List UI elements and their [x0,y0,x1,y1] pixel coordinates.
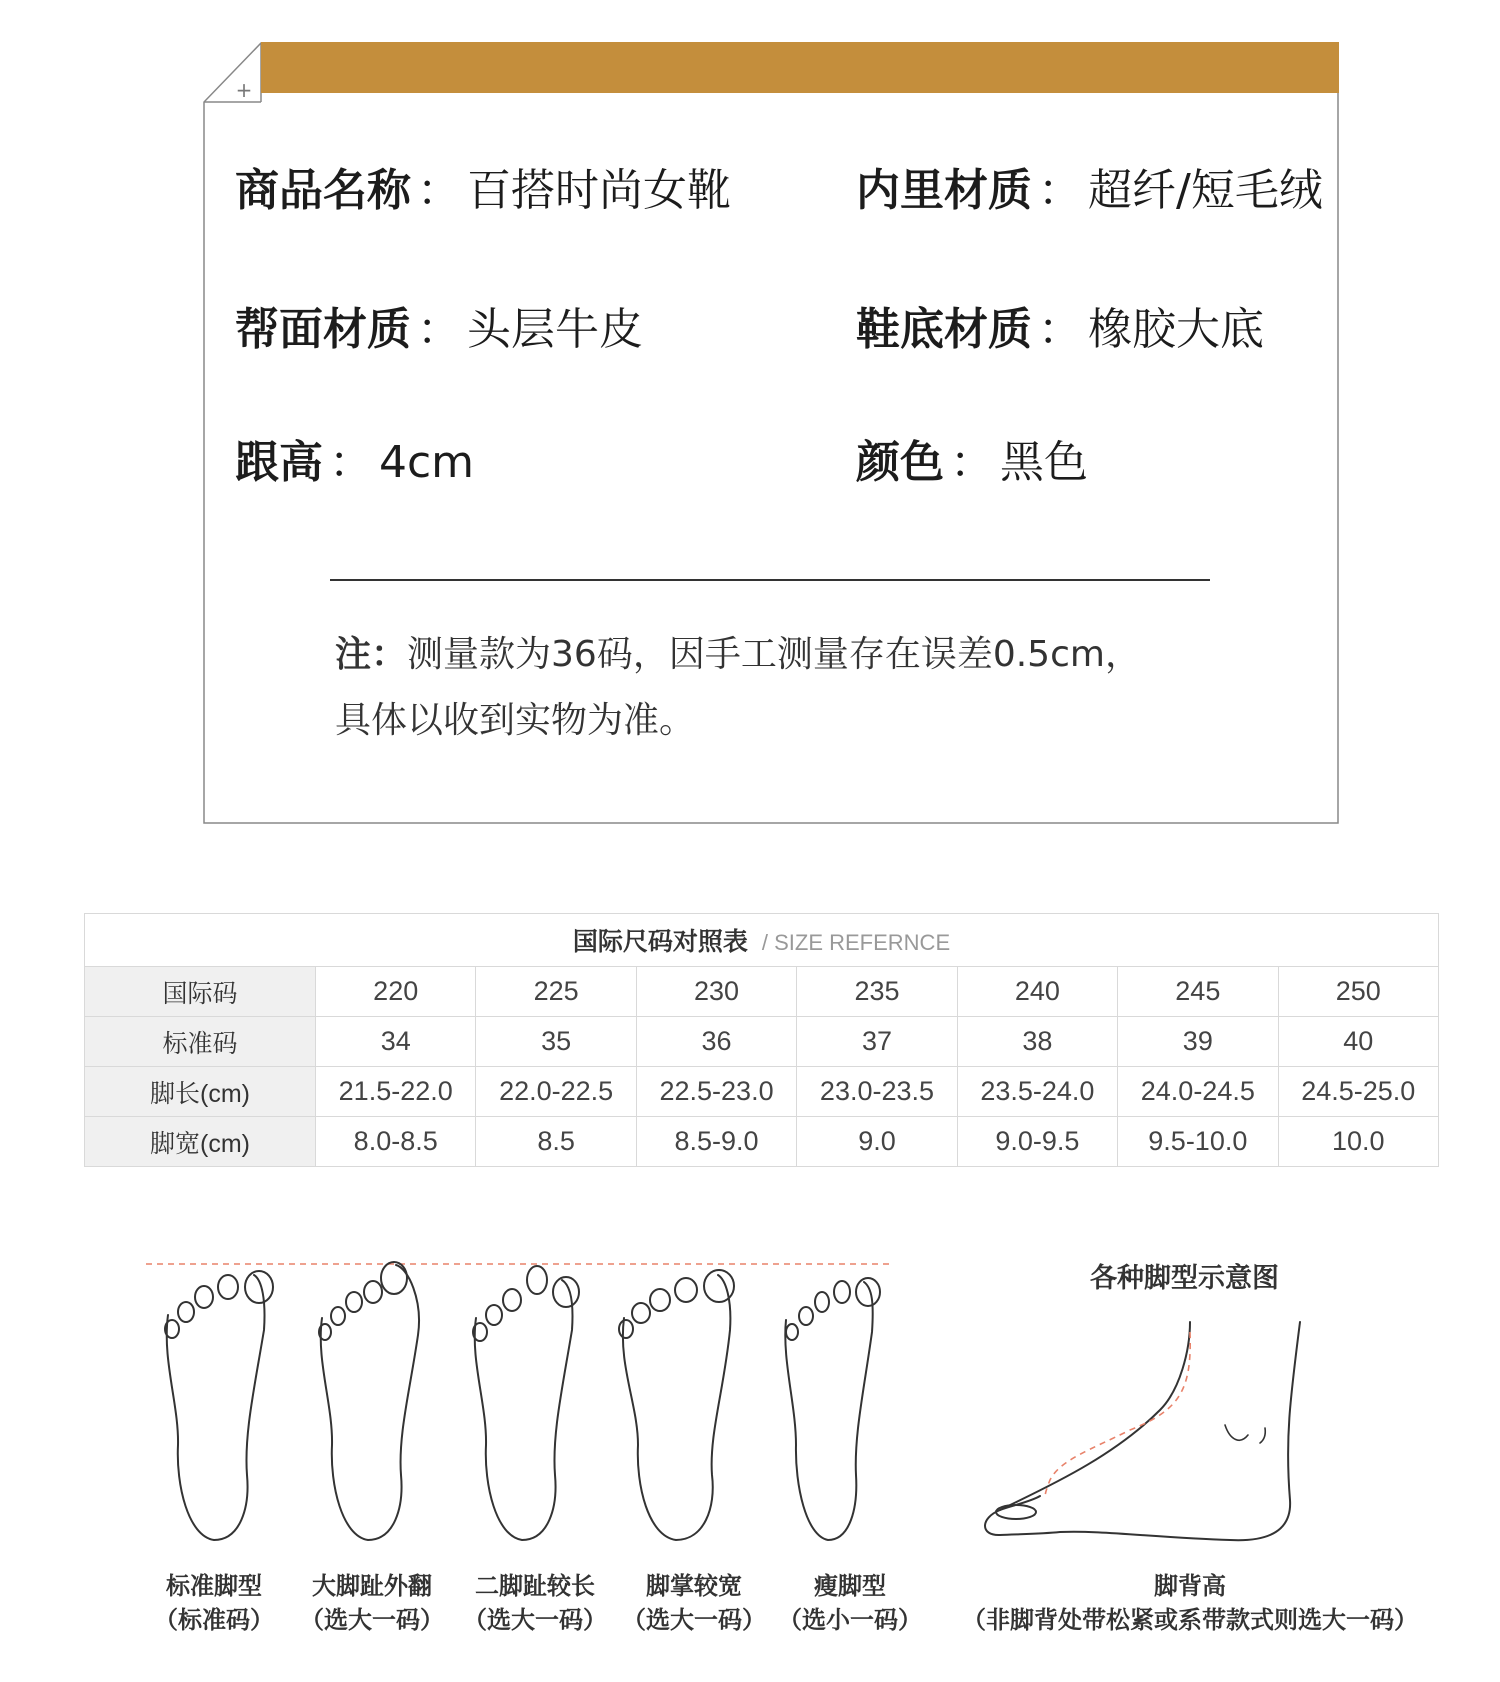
row-header: 脚宽(cm) [85,1117,316,1167]
table-cell: 39 [1118,1017,1278,1067]
table-cell: 9.5-10.0 [1118,1117,1278,1167]
high-instep-foot-icon [985,1322,1300,1540]
table-cell: 34 [316,1017,476,1067]
foot-type-label [614,1569,774,1637]
spec-separator: ： [950,437,994,488]
spec-upper [235,293,643,357]
spec-lining [856,154,1323,218]
spec-label: 跟高 [235,437,323,488]
slim-foot-icon [785,1278,880,1540]
divider [330,579,1210,581]
table-cell: 220 [316,967,476,1017]
row-header: 脚长(cm) [85,1067,316,1117]
spec-separator: ： [1038,165,1082,216]
spec-card [203,42,1339,824]
table-cell: 10.0 [1278,1117,1438,1167]
table-subtitle: / SIZE REFERNCE [761,930,951,955]
accent-band [261,42,1339,93]
standard-foot-icon [165,1271,273,1540]
table-caption [85,914,1439,967]
spec-label: 帮面材质 [235,304,411,355]
table-cell: 22.5-23.0 [636,1067,796,1117]
table-cell: 35 [476,1017,636,1067]
foot-type-label [950,1569,1430,1637]
foot-type-advice: （非脚背处带松紧或系带款式则选大一码） [962,1606,1418,1634]
table-title: 国际尺码对照表 [572,928,748,956]
table-row [85,1067,1439,1117]
spec-value: 头层牛皮 [467,304,643,355]
spec-value: 4cm [379,437,475,488]
foot-type-name: 脚掌较宽 [646,1572,742,1600]
spec-value: 黑色 [1000,437,1088,488]
table-cell: 240 [957,967,1117,1017]
table-cell: 9.0-9.5 [957,1117,1117,1167]
row-header: 国际码 [85,967,316,1017]
spec-value: 超纤/短毛绒 [1088,165,1323,216]
foot-type-advice: （选小一码） [778,1606,922,1634]
note-line-2: 具体以收到实物为准。 [335,700,696,741]
table-cell: 24.5-25.0 [1278,1067,1438,1117]
foot-type-advice: （选大一码） [300,1606,444,1634]
foot-type-advice: （标准码） [154,1606,274,1634]
corner-plus-icon: + [235,78,253,102]
table-cell: 21.5-22.0 [316,1067,476,1117]
row-header: 标准码 [85,1017,316,1067]
spec-color [856,426,1088,490]
spec-separator: ： [1038,304,1082,355]
table-row [85,1017,1439,1067]
wide-foot-icon [619,1270,734,1540]
spec-heel [235,426,474,490]
table-cell: 22.0-22.5 [476,1067,636,1117]
instep-height-line [1045,1332,1190,1498]
spec-separator: ： [417,304,461,355]
spec-label: 内里材质 [856,165,1032,216]
table-cell: 38 [957,1017,1117,1067]
foot-type-name: 瘦脚型 [814,1572,886,1600]
spec-sole [856,293,1264,357]
table-cell: 250 [1278,967,1438,1017]
note-line-1: 测量款为36码，因手工测量存在误差0.5cm， [407,634,1141,675]
table-cell: 36 [636,1017,796,1067]
foot-type-label [292,1569,452,1637]
foot-type-advice: （选大一码） [463,1606,607,1634]
spec-separator: ： [417,165,461,216]
foot-type-label [144,1569,284,1637]
foot-type-name: 脚背高 [1154,1572,1226,1600]
table-cell: 8.5-9.0 [636,1117,796,1167]
table-row [85,1117,1439,1167]
table-cell: 23.5-24.0 [957,1067,1117,1117]
table-cell: 8.5 [476,1117,636,1167]
table-row [85,967,1439,1017]
table-cell: 23.0-23.5 [797,1067,957,1117]
table-cell: 37 [797,1017,957,1067]
note-label: 注： [335,634,408,675]
measurement-note [335,622,1141,754]
foot-type-label [455,1569,615,1637]
spec-label: 商品名称 [235,165,411,216]
spec-product-name [235,154,731,218]
table-cell: 8.0-8.5 [316,1117,476,1167]
table-cell: 230 [636,967,796,1017]
spec-label: 颜色 [856,437,944,488]
spec-value: 百搭时尚女靴 [467,165,731,216]
foot-type-name: 大脚趾外翻 [312,1572,432,1600]
table-cell: 24.0-24.5 [1118,1067,1278,1117]
table-cell: 9.0 [797,1117,957,1167]
table-cell: 40 [1278,1017,1438,1067]
bunion-foot-icon [319,1262,419,1540]
spec-label: 鞋底材质 [856,304,1032,355]
foot-diagram-title: 各种脚型示意图 [1090,1263,1279,1294]
table-cell: 225 [476,967,636,1017]
long-second-toe-foot-icon [473,1266,579,1540]
size-reference-table [84,913,1439,1167]
table-cell: 245 [1118,967,1278,1017]
table-cell: 235 [797,967,957,1017]
foot-type-label [770,1569,930,1637]
spec-separator: ： [329,437,373,488]
foot-type-name: 标准脚型 [166,1572,262,1600]
spec-value: 橡胶大底 [1088,304,1264,355]
foot-type-name: 二脚趾较长 [475,1572,595,1600]
foot-type-advice: （选大一码） [622,1606,766,1634]
